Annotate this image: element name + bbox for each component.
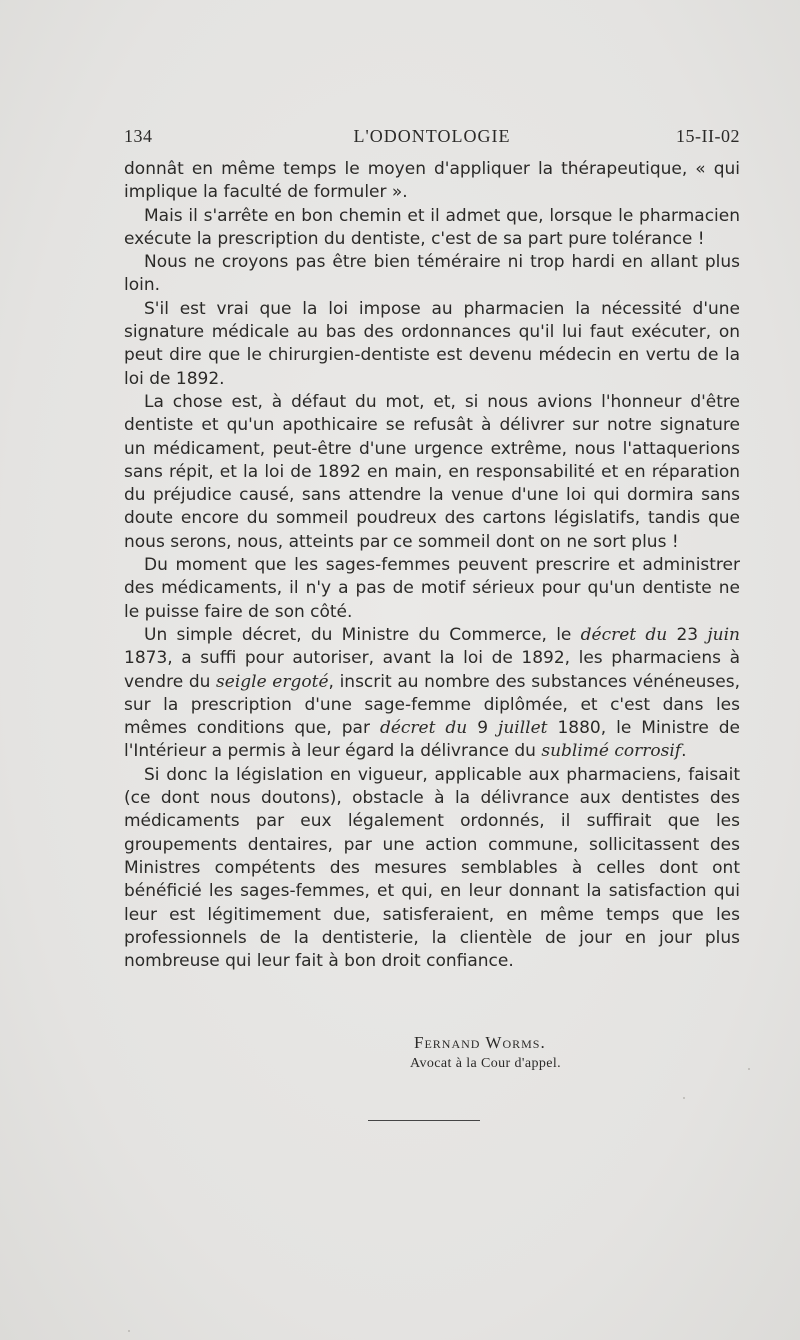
page-number: 134 [124, 126, 153, 146]
paragraph: donnât en même temps le moyen d'appliquer la thérapeutique, « qui implique la faculté de formuler ». [124, 159, 740, 203]
paragraph: Nous ne croyons pas être bien téméraire ni trop hardi en allant plus loin. [124, 252, 740, 296]
text-run: 9 [467, 718, 499, 739]
italic-run: seigle ergoté [216, 671, 329, 692]
running-header [124, 126, 740, 152]
italic-run: sublimé corrosif [541, 741, 682, 762]
paragraph: S'il est vrai que la loi impose au pharmacien la nécessité d'une signature médicale au bas des ordonnances qu'il lui faut exécuter, on peut dire que le chirurgien-dentiste est devenu médecin en vertu de la loi de 1892. [124, 298, 740, 389]
paragraph: Mais il s'arrête en bon chemin et il admet que, lorsque le pharmacien exécute la prescription du dentiste, c'est de sa part pure tolérance ! [124, 205, 740, 249]
paper-speck [128, 1330, 130, 1332]
text-run: 23 [667, 624, 708, 645]
journal-title: L'ODONTOLOGIE [353, 126, 511, 146]
issue-date: 15-II-02 [676, 126, 740, 146]
text-run: Un simple décret, du Ministre du Commerce, le [144, 624, 581, 645]
text-run: . [681, 741, 687, 762]
author-name: Fernand Worms. [414, 1033, 546, 1052]
italic-run: juin [707, 624, 740, 645]
author-title: Avocat à la Cour d'appel. [410, 1056, 562, 1071]
decree-paragraph [124, 624, 740, 764]
italic-run: juillet [498, 718, 548, 739]
paragraph: Du moment que les sages-femmes peuvent prescrire et administrer des médicaments, il n'y a pas de motif sérieux pour qu'un dentiste ne le puisse faire de son côté. [124, 555, 740, 622]
italic-run: décret du [379, 718, 468, 739]
paper-speck [748, 1068, 750, 1070]
text-run: , inscrit au nombre des substances vénéneuses, sur la prescription d'une sage-femme diplômée, et c'est dans les mêmes conditions que, par [124, 671, 740, 739]
closing-paragraph: Si donc la législation en vigueur, applicable aux pharmaciens, faisait (ce dont nous doutons), obstacle à la délivrance aux dentistes des médicaments par eux légalement ordonnés, il suffirait que les groupements dentaires, par une action commune, sollicitassent des Ministres compétents des mesures semblables à celles dont ont bénéficié les sages-femmes, et qui, en leur donnant la satisfaction qui leur est légitimement due, satisferaient, en même temps que les professionnels de la dentisterie, la clientèle de jour en jour plus nombreuse qui leur fait à bon droit confiance. [124, 764, 740, 972]
text-run: 1880, le Ministre de l'Intérieur a permis à leur égard la délivrance du [124, 718, 741, 762]
end-rule [368, 1120, 480, 1121]
signature-block [124, 1032, 740, 1074]
italic-run: décret du [580, 624, 668, 645]
paragraph: La chose est, à défaut du mot, et, si nous avions l'honneur d'être dentiste et qu'un apothicaire se refusât à délivrer sur notre signature un médicament, peut-être d'une urgence extrême, nous l'attaquerions sans répit, et la loi de 1892 en main, en responsabilité et en réparation du préjudice causé, sans attendre la venue d'une loi qui dormira sans doute encore du sommeil poudreux des cartons législatifs, tandis que nous serons, nous, atteints par ce sommeil dont on ne sort plus ! [124, 391, 740, 552]
paper-speck [683, 1097, 685, 1099]
text-run: 1873, a suffi pour autoriser, avant la loi de 1892, les pharmaciens à vendre du [124, 648, 740, 692]
article-body [124, 158, 740, 973]
